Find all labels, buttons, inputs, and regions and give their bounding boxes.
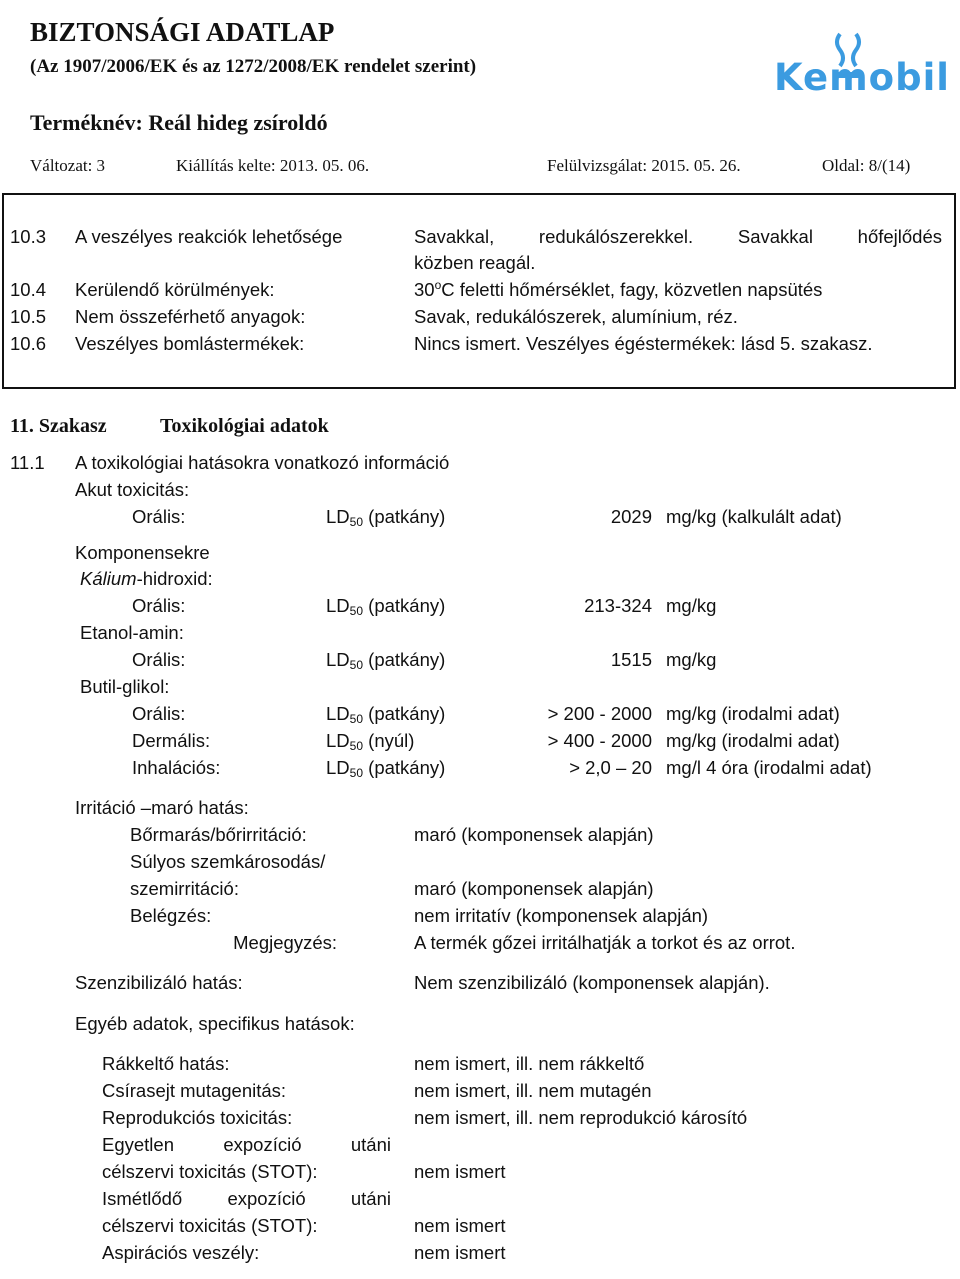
logo-text: Kemobil bbox=[774, 56, 950, 99]
note-label: Megjegyzés: bbox=[233, 932, 337, 953]
regulation-subtitle: (Az 1907/2006/EK és az 1272/2008/EK rendelet szerint) bbox=[30, 56, 477, 77]
route: Orális: bbox=[132, 703, 186, 724]
row-number: 10.3 bbox=[10, 226, 47, 247]
eye-label: Súlyos szemkárosodás/ bbox=[130, 851, 326, 872]
route: Dermális: bbox=[132, 730, 211, 751]
row-value: Savakkal, redukálószerekkel. Savakkal hőfejlődés bbox=[414, 226, 942, 247]
component-name: Kálium-hidroxid: bbox=[80, 568, 213, 589]
row-label: Kerülendő körülmények: bbox=[75, 279, 275, 300]
route: Inhalációs: bbox=[132, 757, 221, 778]
route: Orális: bbox=[132, 595, 186, 616]
row-number: 10.6 bbox=[10, 333, 47, 354]
unit: mg/kg bbox=[666, 649, 717, 670]
ld50-species: $LD_{50}$ (patkány) bbox=[326, 757, 446, 780]
component-name: Butil-glikol: bbox=[80, 676, 170, 697]
stot-se-value: nem ismert bbox=[414, 1161, 506, 1182]
value: 2029 bbox=[610, 506, 652, 527]
box-bottom-rule bbox=[2, 387, 956, 389]
stot-re-label-cont: célszervi toxicitás (STOT): bbox=[102, 1215, 318, 1236]
row-value: Savak, redukálószerek, alumínium, réz. bbox=[414, 306, 738, 327]
unit: mg/kg bbox=[666, 595, 717, 616]
mutagenicity-label: Csírasejt mutagenitás: bbox=[102, 1080, 287, 1101]
row-label: Veszélyes bomlástermékek: bbox=[75, 333, 305, 354]
box-top-rule bbox=[2, 193, 956, 195]
stot-se-label-cont: célszervi toxicitás (STOT): bbox=[102, 1161, 318, 1182]
row-label: Nem összeférhető anyagok: bbox=[75, 306, 306, 327]
issue-date: Kiállítás kelte: 2013. 05. 06. bbox=[176, 156, 370, 175]
unit: mg/kg (kalkulált adat) bbox=[666, 506, 842, 527]
carcinogenicity-label: Rákkeltő hatás: bbox=[102, 1053, 230, 1074]
row-number: 10.4 bbox=[10, 279, 47, 300]
aspiration-label: Aspirációs veszély: bbox=[102, 1242, 260, 1263]
note-value: A termék gőzei irritálhatják a torkot és az orrot. bbox=[414, 932, 796, 953]
inhalation-label: Belégzés: bbox=[130, 905, 212, 926]
carcinogenicity-value: nem ismert, ill. nem rákkeltő bbox=[414, 1053, 645, 1074]
kemobil-logo bbox=[772, 28, 950, 108]
row-value: 30$^o$C feletti hőmérséklet, fagy, közvetlen napsütés bbox=[414, 278, 823, 300]
mutagenicity-value: nem ismert, ill. nem mutagén bbox=[414, 1080, 652, 1101]
ld50-species: $LD_{50}$ (patkány) bbox=[326, 506, 446, 529]
stot-re-value: nem ismert bbox=[414, 1215, 506, 1236]
ld50-species: $LD_{50}$ (patkány) bbox=[326, 595, 446, 618]
other-data-label: Egyéb adatok, specifikus hatások: bbox=[75, 1013, 355, 1034]
document-title: BIZTONSÁGI ADATLAP bbox=[30, 17, 335, 47]
route: Orális: bbox=[132, 506, 186, 527]
component-name: Etanol-amin: bbox=[80, 622, 184, 643]
box-left-rule bbox=[2, 193, 4, 389]
sensitization-value: Nem szenzibilizáló (komponensek alapján). bbox=[414, 972, 770, 993]
page-number: Oldal: 8/(14) bbox=[822, 156, 911, 175]
value: > 200 - 2000 bbox=[547, 703, 652, 724]
skin-value: maró (komponensek alapján) bbox=[414, 824, 654, 845]
eye-label-cont: szemirritáció: bbox=[130, 878, 239, 899]
acute-toxicity-label: Akut toxicitás: bbox=[75, 479, 190, 500]
section11-title: Toxikológiai adatok bbox=[160, 415, 329, 437]
box-right-rule bbox=[954, 193, 956, 389]
product-name: Terméknév: Reál hideg zsíroldó bbox=[30, 110, 328, 135]
subsection-number: 11.1 bbox=[10, 452, 45, 473]
route: Orális: bbox=[132, 649, 186, 670]
value: 213-324 bbox=[584, 595, 652, 616]
ld50-species: $LD_{50}$ (patkány) bbox=[326, 649, 446, 672]
reproductive-value: nem ismert, ill. nem reprodukció károsító bbox=[414, 1107, 748, 1128]
sensitization-label: Szenzibilizáló hatás: bbox=[75, 972, 243, 993]
reproductive-label: Reprodukciós toxicitás: bbox=[102, 1107, 293, 1128]
ld50-species: $LD_{50}$ (patkány) bbox=[326, 703, 446, 726]
value: 1515 bbox=[610, 649, 652, 670]
stot-se-label: Egyetlen expozíció utáni bbox=[102, 1134, 391, 1155]
irritation-label: Irritáció –maró hatás: bbox=[75, 797, 249, 818]
value: > 400 - 2000 bbox=[547, 730, 652, 751]
row-label: A veszélyes reakciók lehetősége bbox=[75, 226, 343, 247]
inhalation-value: nem irritatív (komponensek alapján) bbox=[414, 905, 709, 926]
row-value-cont: közben reagál. bbox=[414, 252, 536, 273]
version: Változat: 3 bbox=[30, 156, 106, 175]
row-number: 10.5 bbox=[10, 306, 47, 327]
section11-number: 11. Szakasz bbox=[10, 415, 107, 437]
unit: mg/l 4 óra (irodalmi adat) bbox=[666, 757, 872, 778]
review-date: Felülvizsgálat: 2015. 05. 26. bbox=[547, 156, 741, 175]
value: > 2,0 – 20 bbox=[569, 757, 652, 778]
aspiration-value: nem ismert bbox=[414, 1242, 506, 1263]
row-value: Nincs ismert. Veszélyes égéstermékek: lásd 5. szakasz. bbox=[414, 333, 873, 354]
unit: mg/kg (irodalmi adat) bbox=[666, 703, 840, 724]
stot-re-label: Ismétlődő expozíció utáni bbox=[102, 1188, 391, 1209]
eye-value: maró (komponensek alapján) bbox=[414, 878, 654, 899]
components-label: Komponensekre bbox=[75, 542, 210, 563]
ld50-species: $LD_{50}$ (nyúl) bbox=[326, 730, 415, 753]
subsection-title: A toxikológiai hatásokra vonatkozó információ bbox=[75, 452, 450, 473]
unit: mg/kg (irodalmi adat) bbox=[666, 730, 840, 751]
skin-label: Bőrmarás/bőrirritáció: bbox=[130, 824, 307, 845]
